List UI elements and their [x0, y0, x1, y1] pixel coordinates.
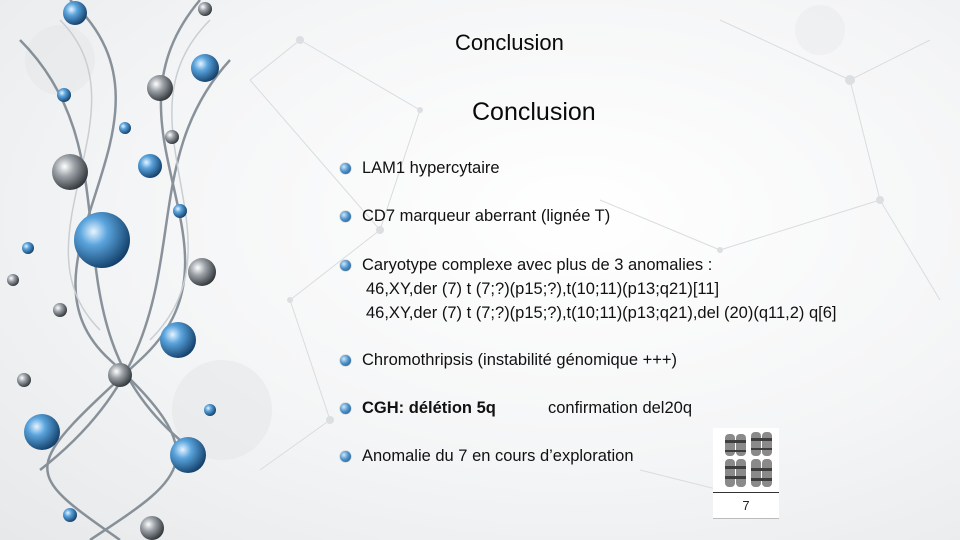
bullet-sphere-icon [340, 451, 351, 462]
slide-header-title: Conclusion [455, 30, 564, 55]
bullet-sphere-icon [340, 403, 351, 414]
list-item-text: Caryotype complexe avec plus de 3 anomalies : [362, 256, 713, 274]
list-item-extra-text: confirmation del20q [548, 399, 693, 417]
bullet-sphere-icon [340, 211, 351, 222]
bullet-sphere-icon [340, 163, 351, 174]
slide-title: Conclusion [472, 98, 596, 126]
list-item-text: Chromothripsis (instabilité génomique +++) [362, 351, 678, 369]
bullet-sphere-icon [340, 260, 351, 271]
bullet-sphere-icon [340, 355, 351, 366]
chromosome-label: 7 [742, 498, 750, 513]
list-item-text: Anomalie du 7 en cours d’exploration [362, 447, 634, 465]
list-item-text: LAM1 hypercytaire [362, 159, 500, 177]
karyotype-divider [713, 492, 779, 493]
list-item-text: CGH: délétion 5q [362, 399, 496, 417]
karyotype-formula-1: 46,XY,der (7) t (7;?)(p15;?),t(10;11)(p13;q21)[11] [366, 280, 720, 298]
karyotype-formula-2: 46,XY,der (7) t (7;?)(p15;?),t(10;11)(p13;q21),del (20)(q11,2) q[6] [366, 304, 837, 322]
chromosome-image [713, 428, 779, 519]
list-item-text: CD7 marqueur aberrant (lignée T) [362, 207, 611, 225]
dna-helix-decoration [0, 0, 260, 540]
